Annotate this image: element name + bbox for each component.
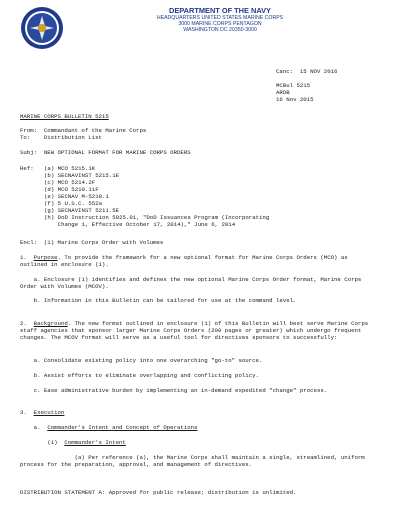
ref-item: (a) MCO 5215.1K — [44, 165, 96, 172]
subparagraph — [20, 424, 378, 431]
document-date: 16 Nov 2015 — [276, 96, 314, 103]
subparagraph — [20, 439, 378, 446]
paragraph-background — [20, 320, 378, 341]
subparagraph — [20, 297, 378, 304]
subparagraph-text: a. Consolidate existing policy into one overarching "go-to" source. — [33, 357, 263, 364]
paragraph-heading: Background — [33, 320, 68, 327]
paragraph-execution — [20, 409, 378, 416]
subject-line: Subj: NEW OPTIONAL FORMAT FOR MARINE CORPS ORDERS — [20, 149, 191, 156]
ref-item: Change 1, Effective October 17, 2014)," June 6, 2014 — [44, 221, 236, 228]
subparagraph-text: b. Information in this Bulletin can be tailored for use at the command level. — [33, 297, 297, 304]
subparagraph — [20, 372, 378, 379]
letterhead — [120, 6, 320, 34]
from-line: From: Commandant of the Marine Corps — [20, 127, 147, 134]
paragraph-text: . The new format outlined in enclosure (1) of this Bulletin will best serve Marine Corps staff agencies that sponsor larger Marine Corps Orders (200 pages or greater) which undergo frequent changes. The MCOV format will serve as a useful tool for directives sponsors to successfully: — [20, 320, 369, 341]
ref-item: (b) SECNAVINST 5215.1E — [44, 172, 120, 179]
paragraph-number: 1. — [20, 254, 27, 261]
address-line: 3000 MARINE CORPS PENTAGON — [178, 21, 262, 28]
bulletin-title: MARINE CORPS BULLETIN 5215 — [20, 113, 109, 120]
ref-item: (h) DoD Instruction 5025.01, "DoD Issuances Program (Incorporating — [44, 214, 270, 221]
headquarters-line: HEADQUARTERS UNITED STATES MARINE CORPS — [156, 15, 284, 21]
subparagraph — [20, 454, 378, 468]
paragraph-purpose — [20, 254, 378, 268]
office-code: ARDB — [276, 89, 290, 96]
ref-item: (c) MCO 5214.2F — [44, 179, 96, 186]
subparagraph — [20, 357, 378, 364]
distribution-text: DISTRIBUTION STATEMENT A: Approved for public release; distribution is unlimited. — [20, 489, 297, 496]
paragraph-heading: Purpose — [33, 254, 58, 261]
usmc-seal-icon — [20, 6, 64, 50]
city-line: WASHINGTON DC 20350-3000 — [183, 27, 257, 34]
subparagraph — [20, 387, 378, 394]
distribution-statement — [20, 489, 378, 496]
cancellation-date: Canc: 15 NOV 2016 — [276, 68, 338, 75]
paragraph-heading: Execution — [33, 409, 65, 416]
subparagraph-text: a. Enclosure (1) identifies and defines the new optional Marine Corps Order format, Marine Corps Order with Volumes (MCOV). — [20, 276, 362, 290]
ref-item: (d) MCO 5210.11F — [44, 186, 99, 193]
subparagraph-text: b. Assist efforts to eliminate overlapping and conflicting policy. — [33, 372, 259, 379]
subparagraph-number: (1) — [47, 439, 58, 446]
paragraph-text: . To provide the framework for a new optional format for Marine Corps Orders (MCO) as outlined in enclosure (1). — [20, 254, 348, 268]
ref-item: (f) 5 U.S.C. 552a — [44, 200, 103, 207]
document-id: MCBul 5215 — [276, 82, 311, 89]
enclosure-line: Encl: (1) Marine Corps Order with Volumes — [20, 239, 164, 246]
to-line: To: Distribution List — [20, 134, 102, 141]
subparagraph — [20, 276, 378, 290]
ref-label: Ref: — [20, 165, 34, 172]
paragraph-number: 2. — [20, 320, 27, 327]
department-name: DEPARTMENT OF THE NAVY — [169, 6, 271, 15]
ref-item: (e) SECNAV M-5210.1 — [44, 193, 109, 200]
subparagraph-text: c. Ease administrative burden by implementing an in-demand expedited "change" process. — [33, 387, 328, 394]
paragraph-number: 3. — [20, 409, 27, 416]
ref-item: (g) SECNAVINST 5211.5E — [44, 207, 120, 214]
subparagraph-number: a. — [33, 424, 41, 431]
subparagraph-text: (a) Per reference (a), the Marine Corps shall maintain a single, streamlined, uniform process for the preparation, approval, and management of directives. — [20, 454, 365, 468]
subparagraph-heading: Commander's Intent and Concept of Operations — [47, 424, 198, 431]
subparagraph-heading: Commander's Intent — [64, 439, 126, 446]
